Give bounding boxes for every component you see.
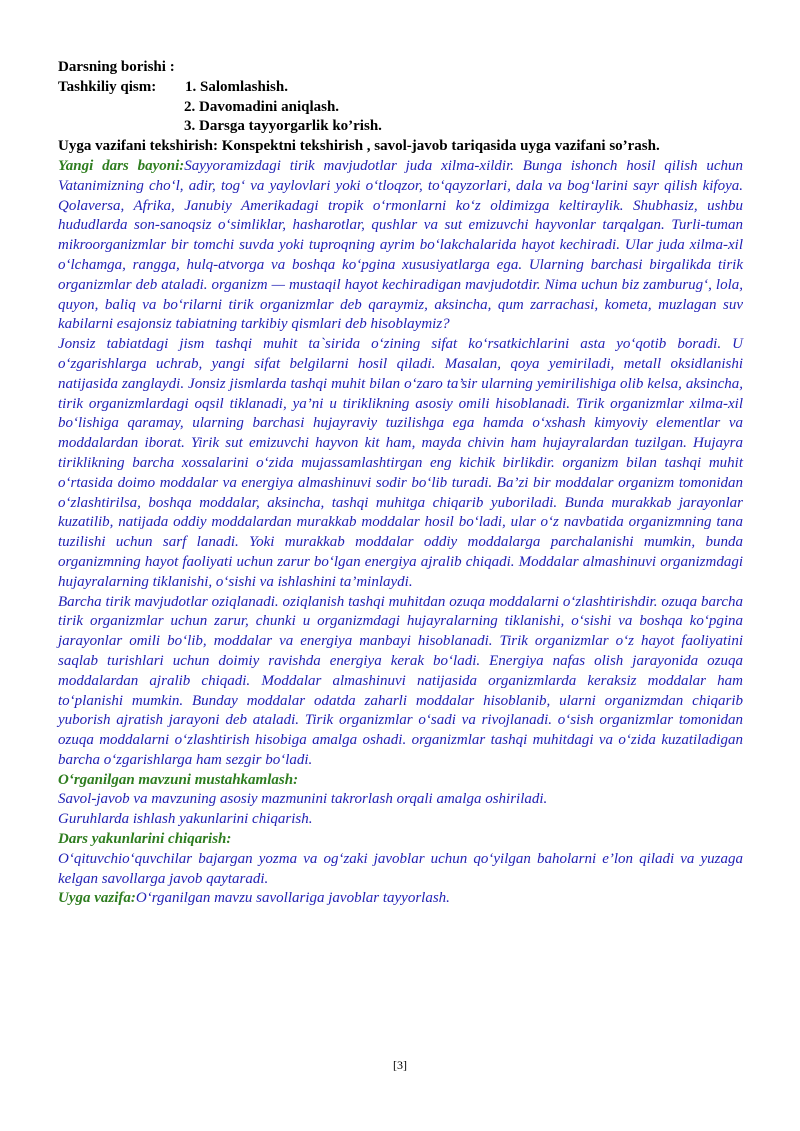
homework-line xyxy=(58,889,743,909)
summary-text: O‘qituvchio‘quvchilar bajargan yozma va og‘zaki javoblar uchun qo‘yilgan baholarni e’lon qiladi va yuzaga kelgan savollarga javob qaytaradi. xyxy=(58,850,743,887)
page-number: [3] xyxy=(393,1058,407,1072)
homework-check-text: Uyga vazifani tekshirish: Konspektni tekshirish , savol-javob tariqasida uyga vazifani so’rash. xyxy=(58,138,660,155)
organizational-part-label: Tashkiliy qism: xyxy=(58,78,157,95)
new-lesson-paragraph-1 xyxy=(58,157,743,335)
new-lesson-label: Yangi dars bayoni: xyxy=(58,157,185,174)
new-lesson-paragraph-2: Jonsiz tabiatdagi jism tashqi muhit ta`sirida o‘zining sifat ko‘rsatkichlarini asta yo‘qotib boradi. U o‘zgarishlarga uchrab, yangi sifat belgilarni hosil qiladi. Masalan, qoya yemiriladi, metall oksidlanishi natijasida zanglaydi. Jonsiz jismlarda tashqi muhit bilan o‘zaro ta’sir ularning yemirilishiga olib kelsa, aksincha, tirik organizmlardagi oqsil tiklanadi, ya’ni u tiriklikning asosiy omili hisoblanadi. Tirik organizmlar xilma-xil bo‘lishiga qaramay, ularning barchasi hujayraviy tuzilishga ega hamda o‘xshash kimyoviy elementlar va moddalardan iborat. Yirik sut emizuvchi hayvon kit ham, mayda chivin ham hujayralardan tuzilgan. Hujayra tiriklikning barcha xossalarini o‘zida mujassamlashtirgan eng kichik birlikdir. organizm bilan tashqi muhit o‘rtasida doimo moddalar va energiya almashinuvi sodir bo‘lib turadi. Ba’zi bir moddalar organizm tomonidan o‘zlashtirilsa, boshqa moddalar, aksincha, tashqi muhitga chiqarib yuboriladi. Bunda murakkab jarayonlar kuzatilib, natijada oddiy moddalardan murakkab moddalar hosil bo‘ladi, ular o‘z navbatida organizmning tana tuzilishi uchun sarf lanadi. Yoki murakkab moddalar oddiy moddalarga parchalanishi mumkin, bunda organizmning hayot faoliyati uchun zarur bo‘lgan energiya ajralib chiqadi. Moddalar almashinuvi organizmdagi hujayralarning tiklanishi, o‘sishi va ishlashini ta’minlaydi. xyxy=(58,336,743,590)
summary-label: Dars yakunlarini chiqarish: xyxy=(58,831,232,848)
new-lesson-text-1: Sayyoramizdagi tirik mavjudotlar juda xilma-xildir. Bunga ishonch hosil qilish uchun Vatanimizning cho‘l, adir, tog‘ va yaylovlari yoki o‘tloqzor, to‘qayzorlari, dala va bog‘larini sayr qilish kifoya. Qolaversa, Afrika, Janubiy Amerikadagi tropik o‘rmonlarni ko‘z oldimizga keltiraylik. Shubhasiz, ushbu hududlarda son-sanoqsiz o‘simliklar, hasharotlar, qushlar va sut emizuvchi hayvonlar tarqalgan. Turli-tuman mikroorganizmlar bir tomchi suvda yoki tuproqning ayrim bo‘lakchalarida hayot kechiradi. Ular juda xilma-xil o‘lchamga, rangga, hulq-atvorga va boshqa ko‘pgina xususiyatlarga ega. Ularning barchasi birgalikda tirik organizmlar deb ataladi. organizm — mustaqil hayot kechiradigan mavjudotdir. Nima uchun biz zamburug‘, lola, quyon, baliq va bo‘rilarni tirik organizmlar deb qaraymiz, aksincha, qum zarrachasi, kometa, muzlagan suv kabilarni esajonsiz tabiatning tarkibiy qismlari deb hisoblaymiz? xyxy=(58,157,743,333)
lesson-progress-heading: Darsning borishi : xyxy=(58,59,175,75)
consolidation-line-1: Savol-javob va mavzuning asosiy mazmunini takrorlash orqali amalga oshiriladi. xyxy=(58,791,548,808)
consolidation-label: O‘rganilgan mavzuni mustahkamlash: xyxy=(58,771,299,788)
plan-item-attendance: 2. Davomadini aniqlash. xyxy=(184,98,340,115)
consolidation-line-2: Guruhlarda ishlash yakunlarini chiqarish. xyxy=(58,811,313,828)
organizational-part xyxy=(58,78,743,98)
plan-item-greeting: 1. Salomlashish. xyxy=(185,78,288,95)
lesson-plan-page xyxy=(58,58,743,909)
new-lesson-paragraph-3: Barcha tirik mavjudotlar oziqlanadi. oziqlanish tashqi muhitdan ozuqa moddalarni o‘zlashtirishdir. ozuqa barcha tirik organizmlar uchun zarur, chunki u organizmdagi hujayralarning tiklanishi, o‘sishi va boshqa ko‘pgina jarayonlar omili bo‘lib, moddalar va energiya manbayi hisoblanadi. Tirik organizmlar o‘z hayot faoliyatini saqlab turishlari uchun doimiy ravishda energiya kerak bo‘ladi. Energiya nafas olish jarayonida ozuqa moddalardan ajralib chiqadi. Moddalar almashinuvi natijasida organizmlarda keraksiz moddalar ham to‘planishi mumkin. Bunday moddalar odatda zaharli moddalar hisoblanib, ularni organizmdan chiqarib yuborish ajratish jarayoni deb ataladi. Tirik organizmlar o‘sadi va rivojlanadi. o‘sish organizmlar tomonidan ozuqa moddalarni o‘zlashtirish hisobiga amalga oshadi. organizmlar tashqi muhitdagi va o‘zida kuzatiladigan barcha o‘zgarishlarga ham sezgir bo‘ladi. xyxy=(58,593,743,768)
homework-text: O‘rganilgan mavzu savollariga javoblar tayyorlash. xyxy=(135,890,450,907)
plan-item-readiness: 3. Darsga tayyorgarlik ko’rish. xyxy=(184,118,382,135)
homework-label: Uyga vazifa: xyxy=(58,890,136,907)
